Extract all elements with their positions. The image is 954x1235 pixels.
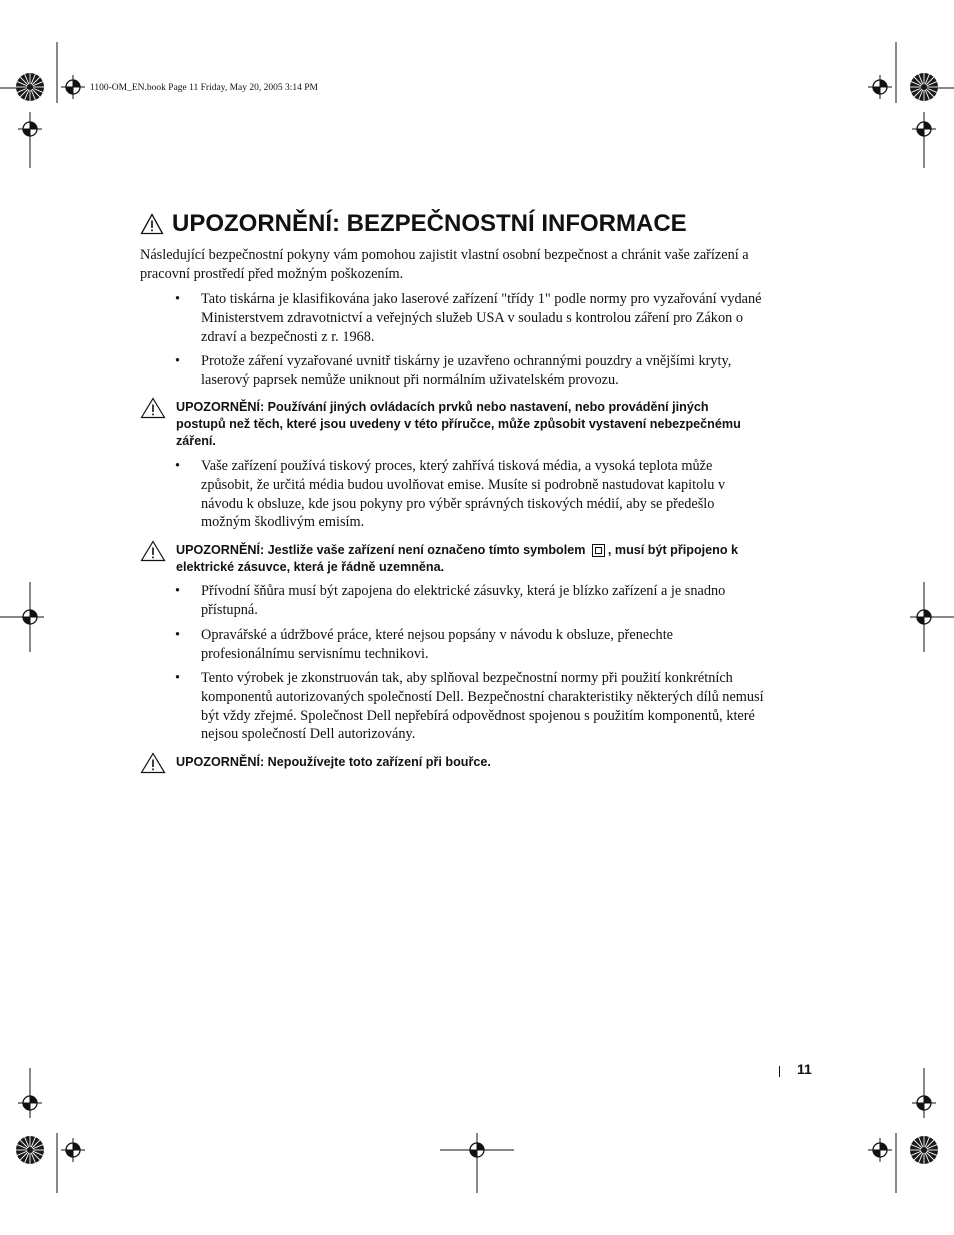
warning-text: UPOZORNĚNÍ: Nepoužívejte toto zařízení při bouřce.	[176, 755, 491, 769]
warning-notice	[140, 754, 760, 771]
page-number-divider	[779, 1066, 780, 1077]
warning-notice	[140, 399, 760, 451]
warning-notice	[140, 542, 760, 576]
list-item	[175, 457, 765, 532]
warning-triangle-icon	[140, 540, 166, 562]
page-number: 11	[797, 1061, 812, 1077]
list-item	[175, 626, 765, 664]
registration-mark-icon	[868, 1138, 892, 1162]
list-item-text: Tento výrobek je zkonstruován tak, aby splňoval bezpečnostní normy při použití konkrétních komponentů autorizovaných společností Dell. Bezpečnostní charakteristiky některých dílů nemusí být vždy zřejmé. Společnost Dell nepřebírá odpovědnost spojenou s použitím komponentů, které nejsou společností Dell autorizovány.	[201, 670, 764, 743]
warning-text-start: UPOZORNĚNÍ: Jestliže vaše zařízení není označeno tímto symbolem	[176, 543, 586, 557]
starburst-icon	[16, 73, 44, 101]
page-title-text: UPOZORNĚNÍ: BEZPEČNOSTNÍ INFORMACE	[172, 210, 687, 237]
list-item	[175, 290, 765, 346]
double-square-icon	[592, 544, 605, 557]
warning-triangle-icon	[140, 397, 166, 419]
registration-mark-icon	[61, 75, 85, 99]
list-item	[175, 352, 765, 390]
registration-mark-icon	[868, 75, 892, 99]
list-item-text: Protože záření vyzařované uvnitř tiskárny je uzavřeno ochrannými pouzdry a vnějšími kryty, laserový paprsek nemůže uniknout při normálním uživatelském provozu.	[201, 353, 732, 388]
starburst-icon	[910, 73, 938, 101]
list-item	[175, 582, 765, 620]
intro-paragraph: Následující bezpečnostní pokyny vám pomohou zajistit vlastní osobní bezpečnost a chránit vaše zařízení a pracovní prostředí před možným poškozením.	[140, 247, 749, 282]
list-item	[175, 669, 765, 744]
list-item-text: Opravářské a údržbové práce, které nejsou popsány v návodu k obsluze, přenechte profesionálnímu servisnímu technikovi.	[201, 627, 674, 662]
bullet-marker: •	[175, 670, 181, 686]
list-item-text: Tato tiskárna je klasifikována jako laserové zařízení "třídy 1" podle normy pro vyzařování vydané Ministerstvem zdravotnictví a veřejných služeb USA v souladu s kontrolou záření pro Zákon o zdraví a bezpečnosti z r. 1968.	[201, 291, 762, 345]
list-item-text: Přívodní šňůra musí být zapojena do elektrické zásuvky, která je blízko zařízení a je snadno přístupná.	[201, 583, 726, 618]
page-title	[140, 205, 687, 243]
warning-text: UPOZORNĚNÍ: Používání jiných ovládacích prvků nebo nastavení, nebo provádění jiných postupů než těch, které jsou uvedeny v této příručce, může způsobit vystavení nebezpečnému záření.	[176, 400, 741, 449]
starburst-icon	[16, 1136, 44, 1164]
bullet-marker: •	[175, 291, 181, 307]
registration-mark-icon	[61, 1138, 85, 1162]
warning-triangle-icon	[140, 752, 166, 774]
bullet-marker: •	[175, 353, 181, 369]
warning-text	[176, 542, 760, 576]
warning-text-end: , musí být připojeno k elektrické zásuvce, která je řádně uzemněna.	[176, 543, 739, 575]
starburst-icon	[910, 1136, 938, 1164]
bullet-marker: •	[175, 583, 181, 599]
bullet-marker: •	[175, 458, 181, 474]
warning-triangle-icon	[140, 213, 164, 235]
list-item-text: Vaše zařízení používá tiskový proces, který zahřívá tisková média, a vysoká teplota může způsobit, že určitá média budou uvolňovat emise. Musíte si podrobně nastudovat kapitolu v návodu k obsluze, kde jsou pokyny pro výběr správných tiskových médií, aby se předešlo možným škodlivým emisím.	[201, 458, 726, 531]
print-header: 1100-OM_EN.book Page 11 Friday, May 20, 2005 3:14 PM	[90, 83, 318, 93]
bullet-marker: •	[175, 627, 181, 643]
